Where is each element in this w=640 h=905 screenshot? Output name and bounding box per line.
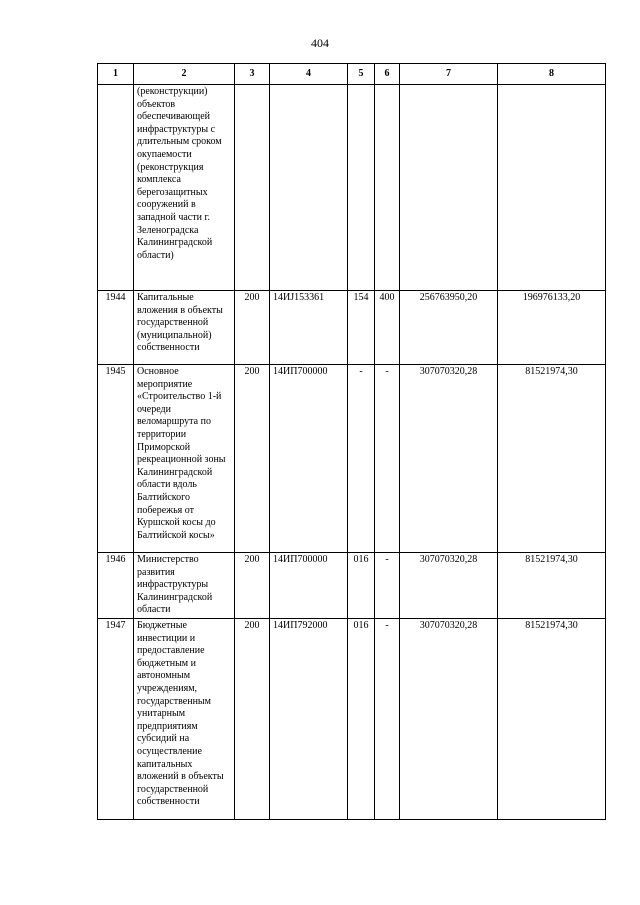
expense-type-cell bbox=[375, 85, 400, 291]
target-article-cell: 14ИП700000 bbox=[270, 365, 348, 553]
description-cell: Основное мероприятие «Строительство 1-й очереди веломаршрута по территории Приморской рекреационной зоны Калининградской области вдоль Балтийского побережья от Куршской косы до Балтийской косы» bbox=[134, 365, 235, 553]
budget-table bbox=[97, 63, 606, 820]
department-cell bbox=[348, 85, 375, 291]
code-cell: 200 bbox=[235, 365, 270, 553]
header-cell: 4 bbox=[270, 64, 348, 85]
description-cell: Министерство развития инфраструктуры Калининградской области bbox=[134, 553, 235, 619]
department-cell: 154 bbox=[348, 291, 375, 365]
header-row bbox=[98, 64, 606, 85]
header-cell: 7 bbox=[400, 64, 498, 85]
amount-cell: 256763950,20 bbox=[400, 291, 498, 365]
header-cell: 2 bbox=[134, 64, 235, 85]
amount-cell bbox=[498, 85, 606, 291]
expense-type-cell: - bbox=[375, 365, 400, 553]
table-row bbox=[98, 291, 606, 365]
amount-cell: 81521974,30 bbox=[498, 618, 606, 819]
target-article-cell: 14ИЈ153361 bbox=[270, 291, 348, 365]
row-number-cell: 1944 bbox=[98, 291, 134, 365]
amount-cell: 307070320,28 bbox=[400, 553, 498, 619]
target-article-cell: 14ИП700000 bbox=[270, 553, 348, 619]
header-cell: 8 bbox=[498, 64, 606, 85]
table-row bbox=[98, 85, 606, 291]
amount-cell bbox=[400, 85, 498, 291]
row-number-cell: 1945 bbox=[98, 365, 134, 553]
expense-type-cell: - bbox=[375, 618, 400, 819]
amount-cell: 81521974,30 bbox=[498, 365, 606, 553]
expense-type-cell: 400 bbox=[375, 291, 400, 365]
description-cell: Бюджетные инвестиции и предоставление бюджетным и автономным учреждениям, государственным унитарным предприятиям субсидий на осуществление капитальных вложений в объекты государственной собственности bbox=[134, 618, 235, 819]
amount-cell: 307070320,28 bbox=[400, 365, 498, 553]
department-cell: 016 bbox=[348, 618, 375, 819]
amount-cell: 196976133,20 bbox=[498, 291, 606, 365]
amount-cell: 81521974,30 bbox=[498, 553, 606, 619]
code-cell: 200 bbox=[235, 553, 270, 619]
header-cell: 1 bbox=[98, 64, 134, 85]
code-cell: 200 bbox=[235, 291, 270, 365]
row-number-cell: 1947 bbox=[98, 618, 134, 819]
page-number: 404 bbox=[311, 36, 329, 50]
table-row bbox=[98, 618, 606, 819]
description-cell: Капитальные вложения в объекты государственной (муниципальной) собственности bbox=[134, 291, 235, 365]
header-cell: 5 bbox=[348, 64, 375, 85]
amount-cell: 307070320,28 bbox=[400, 618, 498, 819]
row-number-cell bbox=[98, 85, 134, 291]
code-cell: 200 bbox=[235, 618, 270, 819]
department-cell: 016 bbox=[348, 553, 375, 619]
code-cell bbox=[235, 85, 270, 291]
description-cell: (реконструкции) объектов обеспечивающей инфраструктуры с длительным сроком окупаемости (реконструкция комплекса берегозащитных сооружений в западной части г. Зеленоградска Калининградской области) bbox=[134, 85, 235, 291]
header-cell: 6 bbox=[375, 64, 400, 85]
header-cell: 3 bbox=[235, 64, 270, 85]
row-number-cell: 1946 bbox=[98, 553, 134, 619]
target-article-cell bbox=[270, 85, 348, 291]
table-row bbox=[98, 365, 606, 553]
table-row bbox=[98, 553, 606, 619]
target-article-cell: 14ИП792000 bbox=[270, 618, 348, 819]
department-cell: - bbox=[348, 365, 375, 553]
expense-type-cell: - bbox=[375, 553, 400, 619]
